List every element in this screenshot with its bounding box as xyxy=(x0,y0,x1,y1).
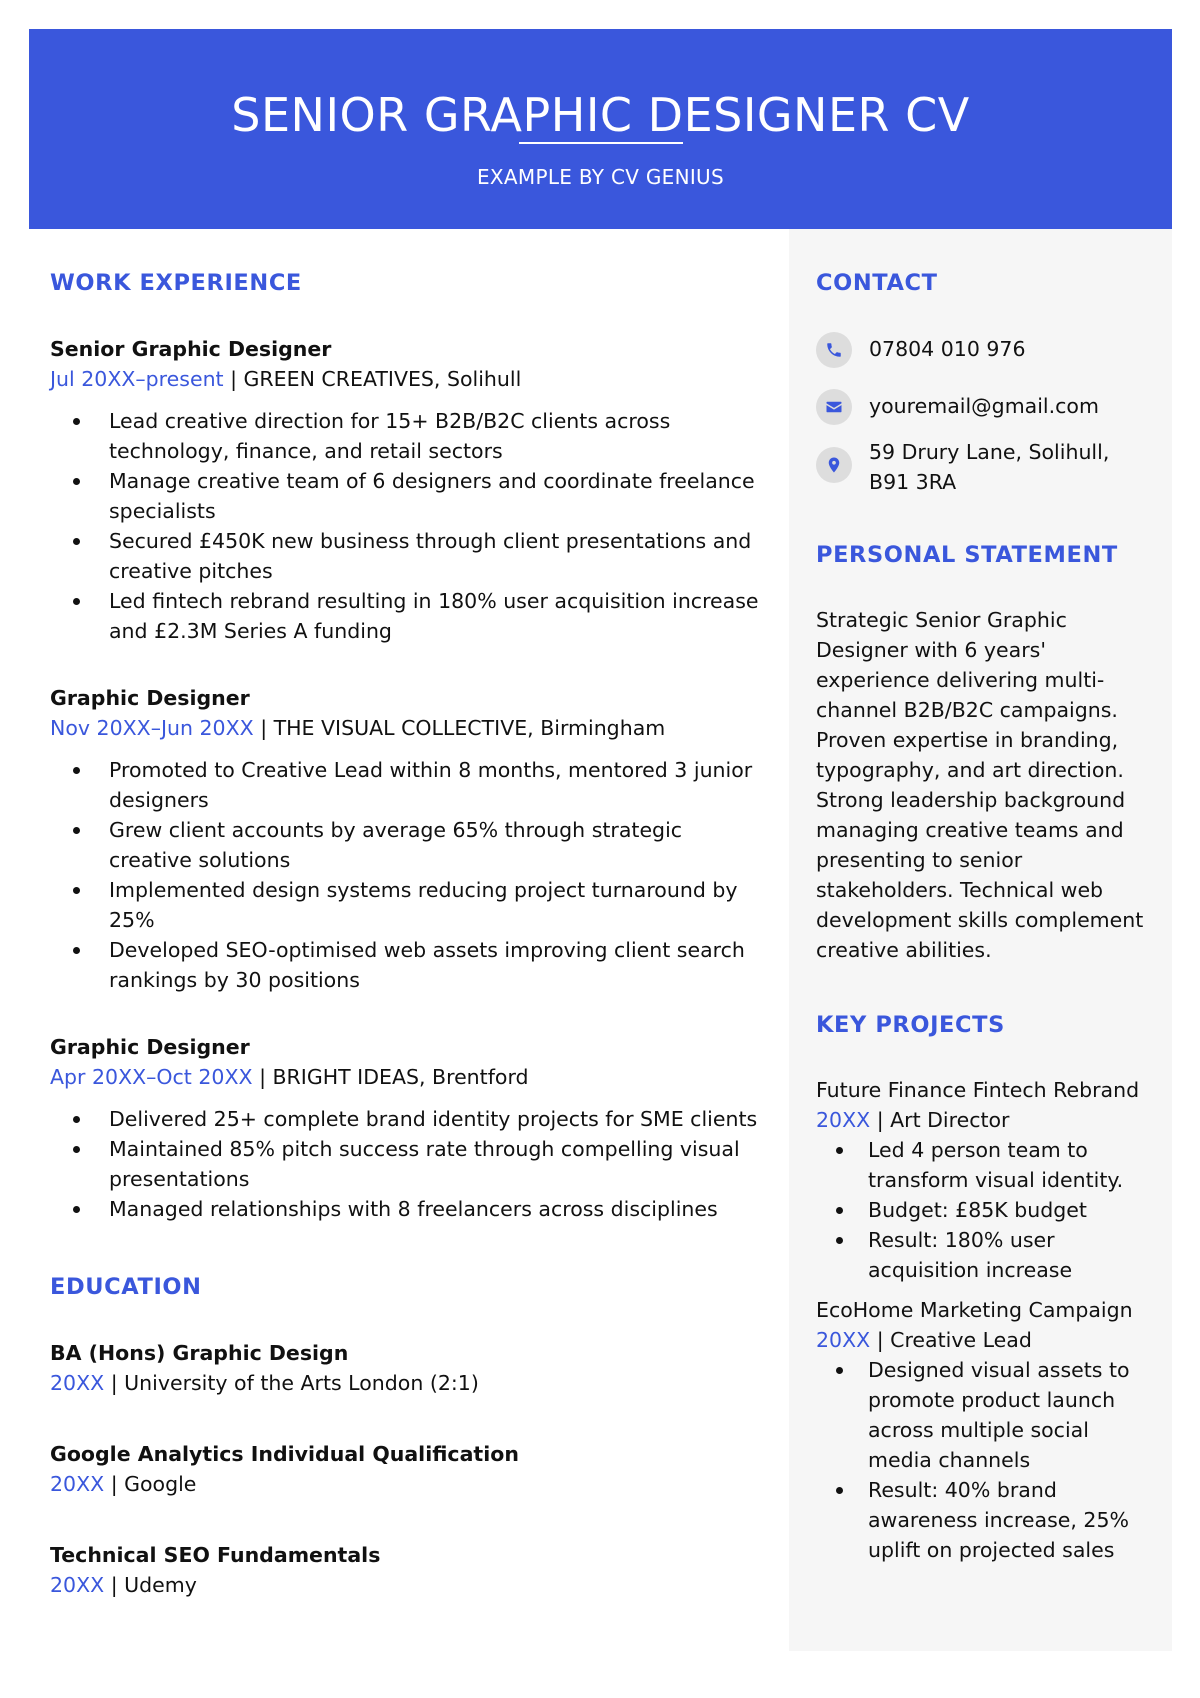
job-bullet: Secured £450K new business through client presentations and creative pitches xyxy=(50,526,770,586)
education-detail: | Udemy xyxy=(104,1573,197,1597)
job-bullets xyxy=(50,755,770,995)
job-bullet: Promoted to Creative Lead within 8 months, mentored 3 junior designers xyxy=(50,755,770,815)
project-bullets xyxy=(816,1355,1156,1565)
contact-phone xyxy=(816,334,1156,368)
education-entry xyxy=(50,1338,770,1398)
education-title: Technical SEO Fundamentals xyxy=(50,1543,381,1567)
education-entry xyxy=(50,1540,770,1600)
project-bullet: Designed visual assets to promote product launch across multiple social media channels xyxy=(816,1355,1156,1475)
location-pin-icon xyxy=(816,447,852,483)
education-meta xyxy=(50,1469,770,1499)
address-line-1: 59 Drury Lane, Solihull, xyxy=(869,440,1110,464)
phone-number: 07804 010 976 xyxy=(869,337,1026,361)
job-dates: Apr 20XX–Oct 20XX xyxy=(50,1065,253,1089)
education-year: 20XX xyxy=(50,1472,105,1496)
job-entry xyxy=(50,1032,770,1224)
job-bullet: Managed relationships with 8 freelancers across disciplines xyxy=(50,1194,770,1224)
project-bullets xyxy=(816,1135,1156,1285)
work-experience-heading: WORK EXPERIENCE xyxy=(50,270,302,296)
page-subtitle: EXAMPLE BY CV GENIUS xyxy=(476,165,724,189)
phone-icon xyxy=(816,332,852,368)
header-banner xyxy=(29,29,1172,229)
key-projects-heading: KEY PROJECTS xyxy=(816,1012,1005,1038)
sidebar-column xyxy=(816,270,1156,1565)
job-company: | BRIGHT IDEAS, Brentford xyxy=(252,1065,529,1089)
project-title: EcoHome Marketing Campaign xyxy=(816,1298,1133,1322)
title-divider xyxy=(519,142,683,144)
education-year: 20XX xyxy=(50,1573,105,1597)
job-title: Graphic Designer xyxy=(50,1035,250,1059)
job-meta xyxy=(50,1062,770,1092)
education-meta xyxy=(50,1570,770,1600)
education-meta xyxy=(50,1368,770,1398)
project-year: 20XX xyxy=(816,1328,871,1352)
education-heading: EDUCATION xyxy=(50,1274,202,1300)
page-title: SENIOR GRAPHIC DESIGNER CV xyxy=(231,88,970,142)
job-meta xyxy=(50,713,770,743)
project-meta xyxy=(816,1105,1156,1135)
personal-statement-text: Strategic Senior Graphic Designer with 6 years' experience delivering multi-channel B2B/B2C campaigns. Proven expertise in branding, typography, and art direction. Strong leadership background managing creative teams and presenting to senior stakeholders. Technical web development skills complement creative abilities. xyxy=(816,608,1144,962)
contact-heading: CONTACT xyxy=(816,270,938,296)
job-bullet: Manage creative team of 6 designers and coordinate freelance specialists xyxy=(50,466,770,526)
job-bullet: Delivered 25+ complete brand identity projects for SME clients xyxy=(50,1104,770,1134)
job-bullets xyxy=(50,1104,770,1224)
job-title: Graphic Designer xyxy=(50,686,250,710)
job-title: Senior Graphic Designer xyxy=(50,337,332,361)
job-bullet: Developed SEO-optimised web assets improving client search rankings by 30 positions xyxy=(50,935,770,995)
education-title: Google Analytics Individual Qualification xyxy=(50,1442,519,1466)
personal-statement-heading: PERSONAL STATEMENT xyxy=(816,542,1118,568)
contact-email xyxy=(816,391,1156,425)
project-meta xyxy=(816,1325,1156,1355)
project-bullet: Result: 180% user acquisition increase xyxy=(816,1225,1156,1285)
job-meta xyxy=(50,364,770,394)
project-bullet: Budget: £85K budget xyxy=(816,1195,1156,1225)
project-bullet: Result: 40% brand awareness increase, 25% uplift on projected sales xyxy=(816,1475,1156,1565)
contact-address xyxy=(816,437,1156,497)
job-dates: Jul 20XX–present xyxy=(50,367,224,391)
education-year: 20XX xyxy=(50,1371,105,1395)
job-entry xyxy=(50,683,770,995)
education-detail: | Google xyxy=(104,1472,197,1496)
job-bullet: Maintained 85% pitch success rate through compelling visual presentations xyxy=(50,1134,770,1194)
job-bullet: Led fintech rebrand resulting in 180% user acquisition increase and £2.3M Series A funding xyxy=(50,586,770,646)
job-bullet: Implemented design systems reducing project turnaround by 25% xyxy=(50,875,770,935)
address xyxy=(869,437,1109,497)
project-role: | Art Director xyxy=(870,1108,1010,1132)
education-title: BA (Hons) Graphic Design xyxy=(50,1341,349,1365)
job-company: | THE VISUAL COLLECTIVE, Birmingham xyxy=(253,716,666,740)
job-entry xyxy=(50,334,770,646)
address-line-2: B91 3RA xyxy=(869,470,957,494)
project-year: 20XX xyxy=(816,1108,871,1132)
project-title: Future Finance Fintech Rebrand xyxy=(816,1078,1140,1102)
project-entry xyxy=(816,1075,1156,1285)
project-entry xyxy=(816,1295,1156,1565)
email-address: youremail@gmail.com xyxy=(869,394,1099,418)
job-dates: Nov 20XX–Jun 20XX xyxy=(50,716,254,740)
job-bullet: Lead creative direction for 15+ B2B/B2C clients across technology, finance, and retail sectors xyxy=(50,406,770,466)
education-entry xyxy=(50,1439,770,1499)
education-detail: | University of the Arts London (2:1) xyxy=(104,1371,479,1395)
job-company: | GREEN CREATIVES, Solihull xyxy=(223,367,522,391)
main-column xyxy=(50,270,770,1600)
email-icon xyxy=(816,389,852,425)
project-role: | Creative Lead xyxy=(870,1328,1032,1352)
job-bullet: Grew client accounts by average 65% through strategic creative solutions xyxy=(50,815,770,875)
job-bullets xyxy=(50,406,770,646)
project-bullet: Led 4 person team to transform visual identity. xyxy=(816,1135,1156,1195)
